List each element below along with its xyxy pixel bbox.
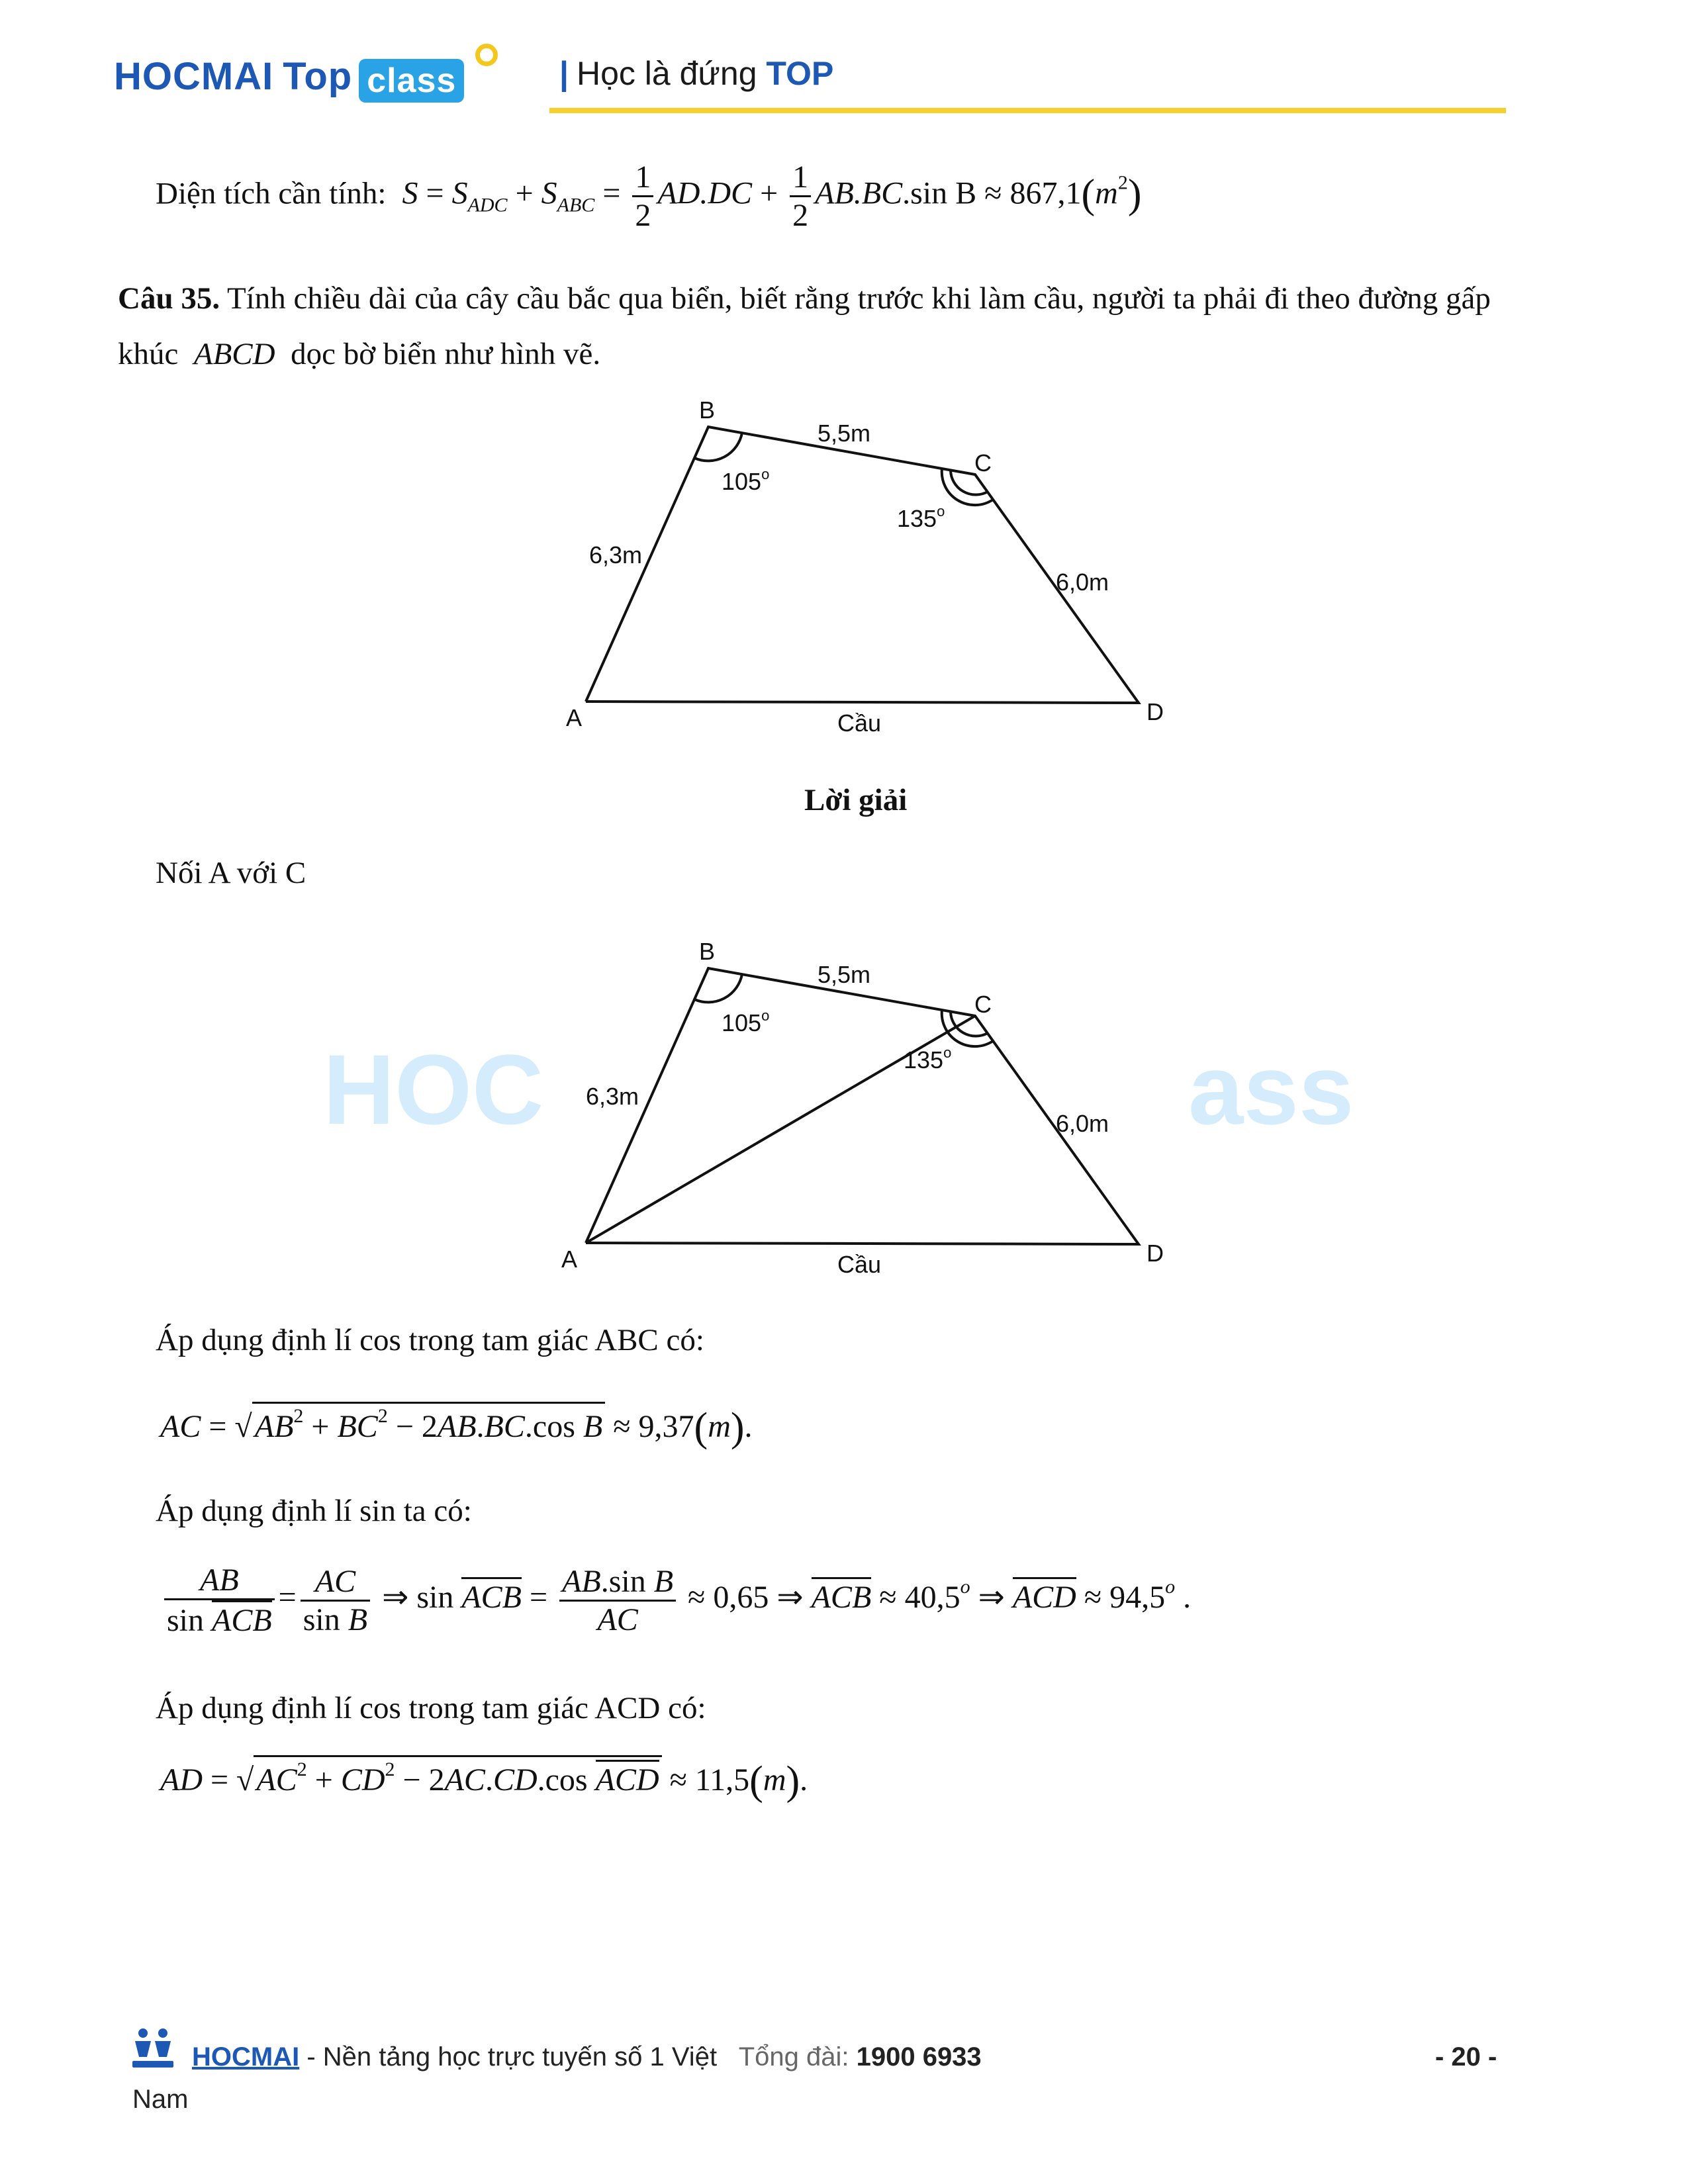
question-line-2: khúc ABCD dọc bờ biển như hình vẽ. <box>118 337 601 371</box>
question-line-1 <box>118 281 1491 316</box>
question-number: Câu 35. <box>118 281 220 316</box>
angle-b-value: 105$^o$ <box>722 466 770 495</box>
footer-text: - Nền tảng học trực tuyến số 1 Việt <box>306 2042 718 2071</box>
area-formula: Diện tích cần tính: $S = S_{ADC} + S_{ABC}$ = $\frac{1}{2}$ AD.DC + $\frac{1}{2}$ AB.BC.sin $B \approx 867,1(m^2)$ <box>156 159 1142 234</box>
label-c: C <box>974 449 992 477</box>
angle-c-value: 135$^o$ <box>897 503 945 532</box>
length-ab-2: 6,3m <box>586 1083 639 1110</box>
length-cd: 6,0m <box>1056 569 1109 596</box>
bridge-label: Cầu <box>837 709 882 737</box>
header-divider <box>549 108 1506 113</box>
label-a-2: A <box>561 1246 578 1273</box>
quad-shape-2 <box>586 968 1139 1244</box>
question-text: Tính chiều dài của cây cầu bắc qua biển, biết rằng trước khi làm cầu, người ta phải đi theo đường gấp <box>227 281 1491 316</box>
length-bc: 5,5m <box>818 420 871 447</box>
watermark-left: HOC <box>323 1034 544 1145</box>
hotline-label: Tổng đài: <box>738 2042 849 2071</box>
angle-b-arc <box>694 433 742 461</box>
tagline <box>559 54 833 93</box>
figure-quadrilateral <box>543 390 1178 761</box>
length-ab: 6,3m <box>589 541 643 569</box>
length-bc-2: 5,5m <box>818 961 871 988</box>
bridge-label-2: Cầu <box>837 1251 882 1278</box>
tagline-top: TOP <box>766 55 834 92</box>
page-number: - 20 - <box>1435 2042 1497 2071</box>
footer-continued: Nam <box>132 2085 189 2114</box>
label-d-2: D <box>1147 1240 1164 1267</box>
figure-quadrilateral-diagonal <box>543 932 1178 1302</box>
watermark-right: ass <box>1188 1034 1354 1145</box>
brand-class: class <box>359 59 464 103</box>
label-b-2: B <box>699 938 716 965</box>
length-cd-2: 6,0m <box>1056 1110 1109 1137</box>
brand-top: Top <box>283 55 353 98</box>
angle-c-value-2: 135$^o$ <box>904 1044 952 1073</box>
solution-step-3: Áp dụng định lí sin ta có: <box>156 1494 472 1528</box>
hotline-number: 1900 6933 <box>856 2042 982 2071</box>
angle-b-value-2: 105$^o$ <box>722 1007 770 1036</box>
quad-shape <box>586 427 1139 703</box>
label-d: D <box>1147 698 1164 725</box>
brand-main: HOCMAI <box>114 55 274 98</box>
tagline-text: Học là đứng <box>577 55 757 92</box>
label-a: A <box>566 704 583 731</box>
tagline-bar: | <box>559 55 569 92</box>
label-c-2: C <box>974 991 992 1018</box>
equation-ac: AC = $√AB^2 + BC^2 - 2AB.BC.\cos$ B ≈ 9,37(m). <box>160 1402 753 1451</box>
equation-ad: AD = $√AC^2 + CD^2 - 2AC.CD.\cos$ ACD ≈ 11,5(m). <box>160 1755 808 1805</box>
label-b: B <box>699 396 716 424</box>
angle-b-arc-2 <box>694 974 742 1002</box>
solution-title: Lời giải <box>804 783 908 817</box>
solution-step-2: Áp dụng định lí cos trong tam giác ABC có: <box>156 1323 704 1357</box>
hocmai-logo-icon <box>130 2026 176 2070</box>
equation-sine-law: $\frac{AB}{\text{sin ACB}}$ = $\frac{AC}{\text{sin B}}$ ⇒ sin ACB = $\frac{\text{AB.sin B}}{AC}$ ≈ 0,65 ⇒ ACB ≈ $40,5^o$ ⇒ ACD ≈ $94,5^o$ . <box>160 1562 1191 1639</box>
footer-line <box>192 2042 982 2072</box>
area-label: Diện tích cần tính: <box>156 176 387 211</box>
solution-step-1: Nối A với C <box>156 856 306 890</box>
sun-icon <box>475 44 498 66</box>
solution-step-4: Áp dụng định lí cos trong tam giác ACD có: <box>156 1691 706 1725</box>
brand-logo <box>114 54 464 100</box>
footer-brand-link[interactable]: HOCMAI <box>192 2042 300 2071</box>
